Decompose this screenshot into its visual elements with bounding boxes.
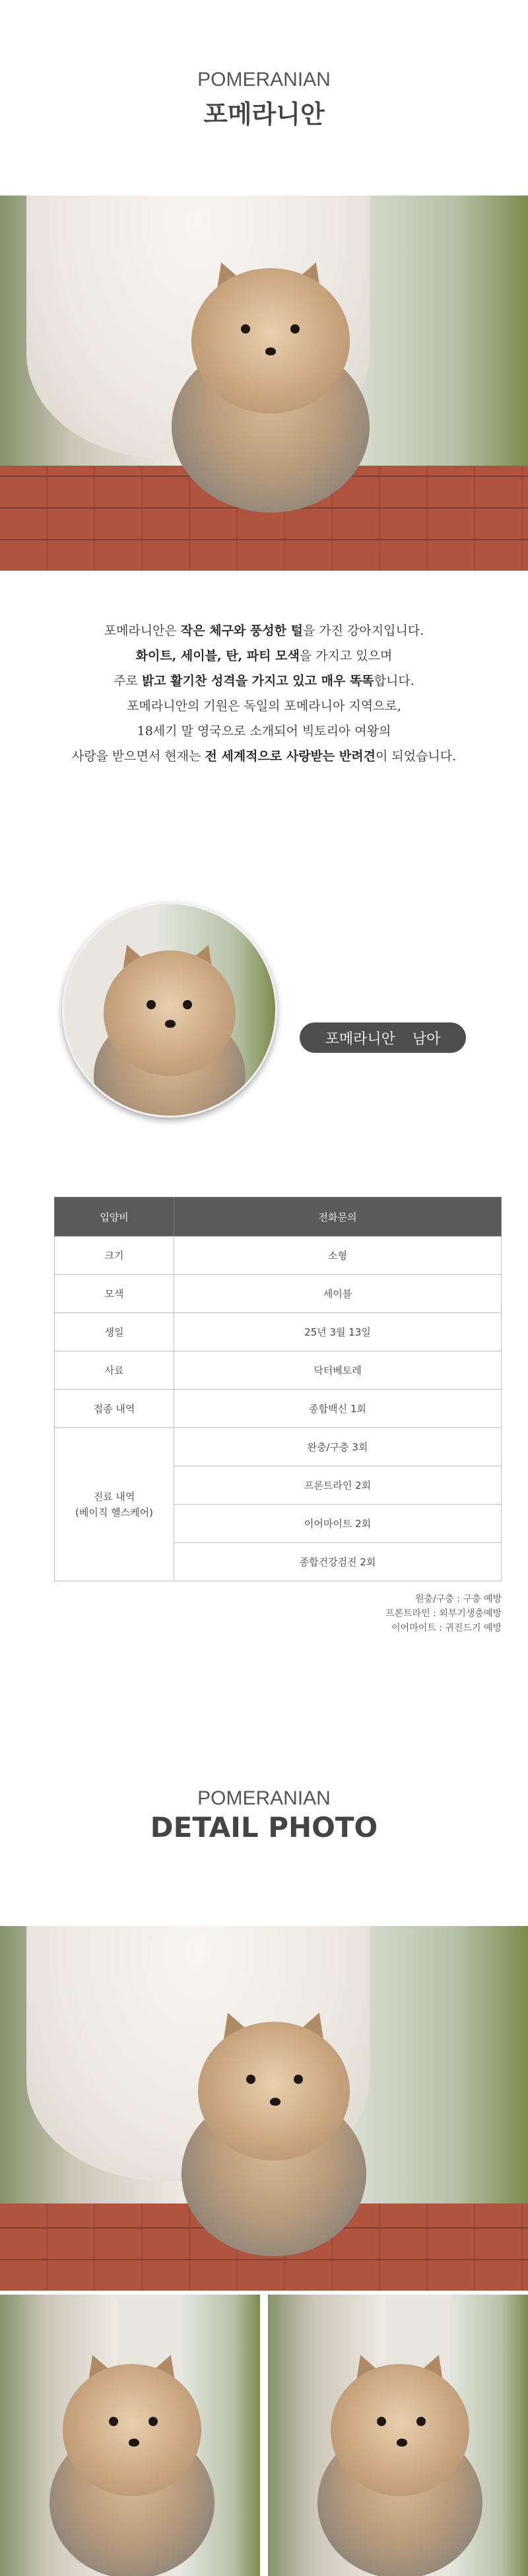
header-eyebrow: POMERANIAN [197,69,331,90]
hero-photo [0,196,528,571]
table-row: 진료 내역 (베이직 헬스케어) 완충/구충 3회 [55,1428,502,1466]
table-row: 생일 25년 3월 13일 [55,1313,502,1351]
table-header-phone: 전화문의 [174,1198,502,1236]
page-title: 포메라니안 [203,100,325,129]
intro-text [0,618,528,769]
profile-badge [300,1022,466,1053]
info-table [54,1197,502,1581]
care-label: 진료 내역 (베이직 헬스케어) [55,1428,174,1581]
note-line: 프론트라인 : 외부기생충예방 [385,1608,502,1619]
gender-label: 남아 [412,1030,441,1048]
note-line: 원충/구충 : 구충 예방 [415,1594,502,1604]
table-header-row [55,1198,502,1236]
table-row: 프론트라인 2회 [55,1466,502,1505]
pomeranian-image [314,2341,486,2576]
table-row: 이어마이트 2회 [55,1505,502,1543]
pomeranian-image [90,924,249,1118]
table-header-price: 입양비 [55,1198,174,1236]
pomeranian-image [175,1992,373,2270]
intro-line: 18세기 말 영국으로 소개되어 빅토리아 여왕의 [137,724,391,738]
intro-line: 사랑을 받으면서 현재는 전 세계적으로 사랑받는 반려견이 되었습니다. [71,749,457,764]
table-row: 크기 소형 [55,1236,502,1275]
table-row: 사료 닥터베토레 [55,1351,502,1390]
table-row: 모색 세이블 [55,1275,502,1313]
detail-title: DETAIL PHOTO [150,1811,378,1843]
pomeranian-image [165,235,376,526]
intro-line: 포메라니안은 작은 체구와 풍성한 털을 가진 강아지입니다. [104,624,424,638]
detail-photo-left [0,2295,260,2576]
table-row: 종합건강검진 2회 [55,1543,502,1581]
detail-photo-large [0,1926,528,2291]
intro-line: 주로 밝고 활기찬 성격을 가지고 있고 매우 똑똑합니다. [114,674,414,688]
intro-line: 화이트, 세이블, 탄, 파티 모색을 가지고 있으며 [135,649,393,663]
intro-line: 포메라니안의 기원은 독일의 포메라니아 지역으로, [127,699,401,713]
detail-photo-right [268,2295,528,2576]
table-row: 접종 내역 종합백신 1회 [55,1390,502,1428]
care-notes [264,1592,502,1635]
detail-eyebrow: POMERANIAN [197,1787,331,1809]
note-line: 이어마이트 : 귀진드기 예방 [391,1623,502,1633]
breed-label: 포메라니안 [325,1030,395,1048]
profile-photo [62,902,277,1118]
pomeranian-image [46,2341,218,2576]
